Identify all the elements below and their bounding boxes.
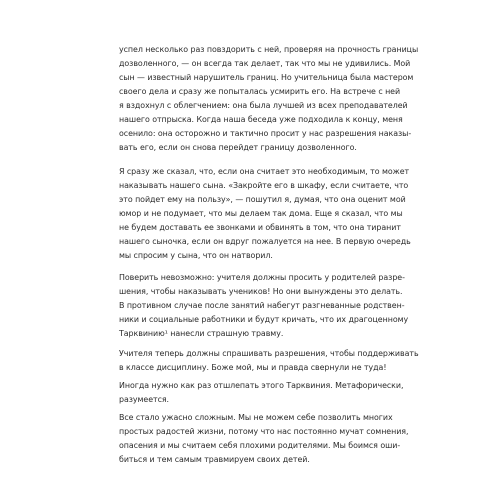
text-line: я вздохнул с облегчением: она была лучшей из всех преподавателей — [119, 101, 408, 110]
paragraph — [119, 43, 419, 155]
text-line: Все стало ужасно сложным. Мы не можем себе позволить многих — [119, 413, 393, 422]
text-line: успел несколько раз повздорить с ней, проверяя на прочность границы — [119, 45, 419, 54]
paragraph — [119, 411, 409, 467]
text-line: юмор и не подумает, что мы делаем так дома. Еще я сказал, что мы — [119, 209, 403, 218]
text-line: простых радостей жизни, потому что нас постоянно мучат сомнения, — [119, 427, 409, 436]
paragraph — [119, 347, 419, 375]
paragraph — [119, 271, 409, 341]
text-line: В противном случае после занятий набегут разгневанные родствен- — [119, 301, 405, 310]
text-line: опасения и мы считаем себя плохими родителями. Мы боимся оши- — [119, 441, 401, 450]
paragraph — [119, 379, 404, 407]
text-line: нашего сыночка, если он вдруг пожалуется на нее. В первую очередь — [119, 237, 411, 246]
text-line: осенило: она осторожно и тактично просит у нас разрешения наказы- — [119, 129, 412, 138]
text-line: шения, чтобы наказывать учеников! Но они вынуждены это делать. — [119, 287, 403, 296]
paragraph — [119, 165, 411, 263]
text-line: биться и тем самым травмируем своих детей. — [119, 455, 310, 464]
text-line: своего дела и сразу же попыталась усмирить его. На встрече с ней — [119, 87, 401, 96]
text-line: сын — известный нарушитель границ. Но учительница была мастером — [119, 73, 414, 82]
text-line: Поверить невозможно: учителя должны просить у родителей разре- — [119, 273, 405, 282]
text-line: Учителя теперь должны спрашивать разрешения, чтобы поддерживать — [119, 349, 419, 358]
text-line: не будем доставать ее звонками и обвинять в том, что она тиранит — [119, 223, 401, 232]
text-line: дозволенного, — он всегда так делает, так что мы не удивились. Мой — [119, 59, 411, 68]
text-line: разумеется. — [119, 395, 170, 404]
text-line: Иногда нужно как раз отшлепать этого Тарквиния. Метафорически, — [119, 381, 404, 390]
text-line: Я сразу же сказал, что, если она считает это необходимым, то может — [119, 167, 410, 176]
text-line: мы спросим у сына, что он натворил. — [119, 251, 273, 260]
text-line: наказывать нашего сына. «Закройте его в шкафу, если считаете, что — [119, 181, 409, 190]
text-line: это пойдет ему на пользу», — пошутил я, думая, что она оценит мой — [119, 195, 406, 204]
text-line: ники и социальные работники и будут кричать, что их драгоценному — [119, 315, 409, 324]
text-line: вать его, если он снова перейдет границу дозволенного. — [119, 143, 357, 152]
text-line: в классе дисциплину. Боже мой, мы и правда свернули не туда! — [119, 363, 387, 372]
text-line: Тарквинию¹ нанесли страшную травму. — [119, 329, 284, 338]
text-line: нашего отпрыска. Когда наша беседа уже подходила к концу, меня — [119, 115, 403, 124]
